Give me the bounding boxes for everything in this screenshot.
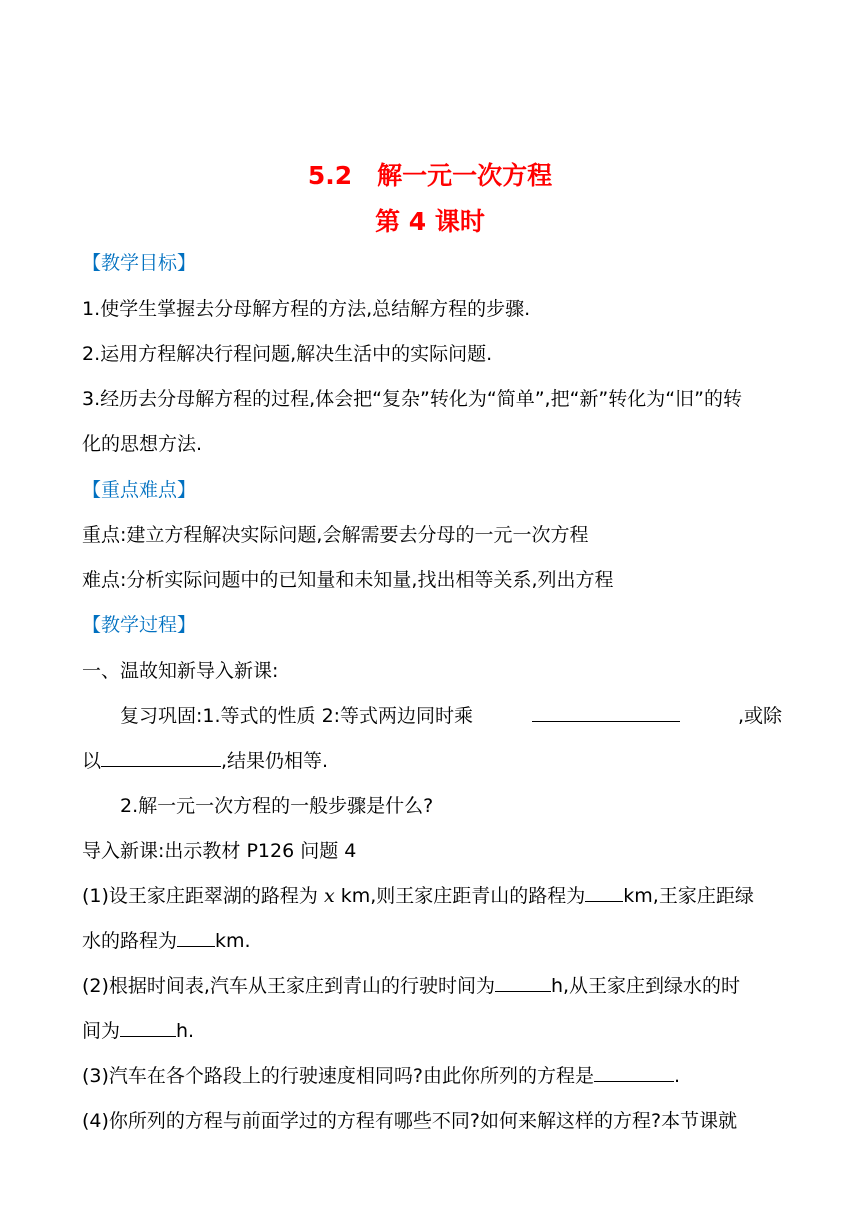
- blank-lvshui-distance: [177, 928, 215, 947]
- question-text: (3)汽车在各个路段上的行驶速度相同吗?由此你所列的方程是: [82, 1065, 594, 1087]
- question-2-line-2: [82, 1018, 782, 1044]
- goals-heading: 【教学目标】: [82, 252, 197, 274]
- part-one-title: 一、温故知新导入新课:: [82, 660, 279, 682]
- question-4: (4)你所列的方程与前面学过的方程有哪些不同?如何来解这样的方程?本节课就: [82, 1110, 738, 1132]
- lesson-title: 5.2 解一元一次方程: [307, 161, 553, 190]
- blank-qingshan-time: [495, 973, 551, 992]
- review-line-2: [82, 748, 782, 774]
- goal-item: 2.运用方程解决行程问题,解决生活中的实际问题.: [82, 343, 493, 365]
- review-text: ,结果仍相等.: [221, 750, 329, 772]
- question-text: km,王家庄距绿: [623, 885, 754, 907]
- question-text: km.: [215, 930, 251, 952]
- question-3: [82, 1063, 782, 1089]
- question-text: (2)根据时间表,汽车从王家庄到青山的行驶时间为: [82, 975, 495, 997]
- question-text: h.: [176, 1020, 195, 1042]
- question-2-line-1: [82, 973, 782, 999]
- goal-item: 3.经历去分母解方程的过程,体会把“复杂”转化为“简单”,把“新”转化为“旧”的转: [82, 388, 742, 410]
- key-points-heading: 【重点难点】: [82, 479, 197, 501]
- review-text-divide: ,或除: [737, 705, 782, 727]
- process-heading: 【教学过程】: [82, 614, 197, 636]
- intro-line: 导入新课:出示教材 P126 问题 4: [82, 840, 357, 862]
- question-text: .: [674, 1065, 681, 1087]
- review-text: 以: [82, 750, 102, 772]
- variable-x: x: [323, 885, 335, 907]
- goal-item-continued: 化的思想方法.: [82, 433, 203, 455]
- question-text: 水的路程为: [82, 930, 178, 952]
- blank-qingshan-distance: [585, 883, 623, 902]
- question-1-line-1: [82, 883, 782, 909]
- review-text: 复习巩固:1.等式的性质 2:等式两边同时乘: [120, 705, 474, 727]
- question-text: km,则王家庄距青山的路程为: [334, 885, 586, 907]
- goal-item: 1.使学生掌握去分母解方程的方法,总结解方程的步骤.: [82, 298, 531, 320]
- question-text: h,从王家庄到绿水的时: [550, 975, 741, 997]
- review-blank-divide: [101, 748, 221, 767]
- question-text: (1)设王家庄距翠湖的路程为: [82, 885, 324, 907]
- review-question-2: 2.解一元一次方程的一般步骤是什么?: [120, 795, 434, 817]
- review-blank-multiply: [532, 703, 680, 722]
- question-text: 间为: [82, 1020, 121, 1042]
- blank-equation: [594, 1063, 674, 1082]
- key-point: 重点:建立方程解决实际问题,会解需要去分母的一元一次方程: [82, 524, 589, 546]
- question-1-line-2: [82, 928, 782, 954]
- review-line-1: [82, 703, 782, 729]
- lesson-subtitle: 第 4 课时: [375, 207, 485, 236]
- blank-lvshui-time: [120, 1018, 176, 1037]
- difficult-point: 难点:分析实际问题中的已知量和未知量,找出相等关系,列出方程: [82, 569, 614, 591]
